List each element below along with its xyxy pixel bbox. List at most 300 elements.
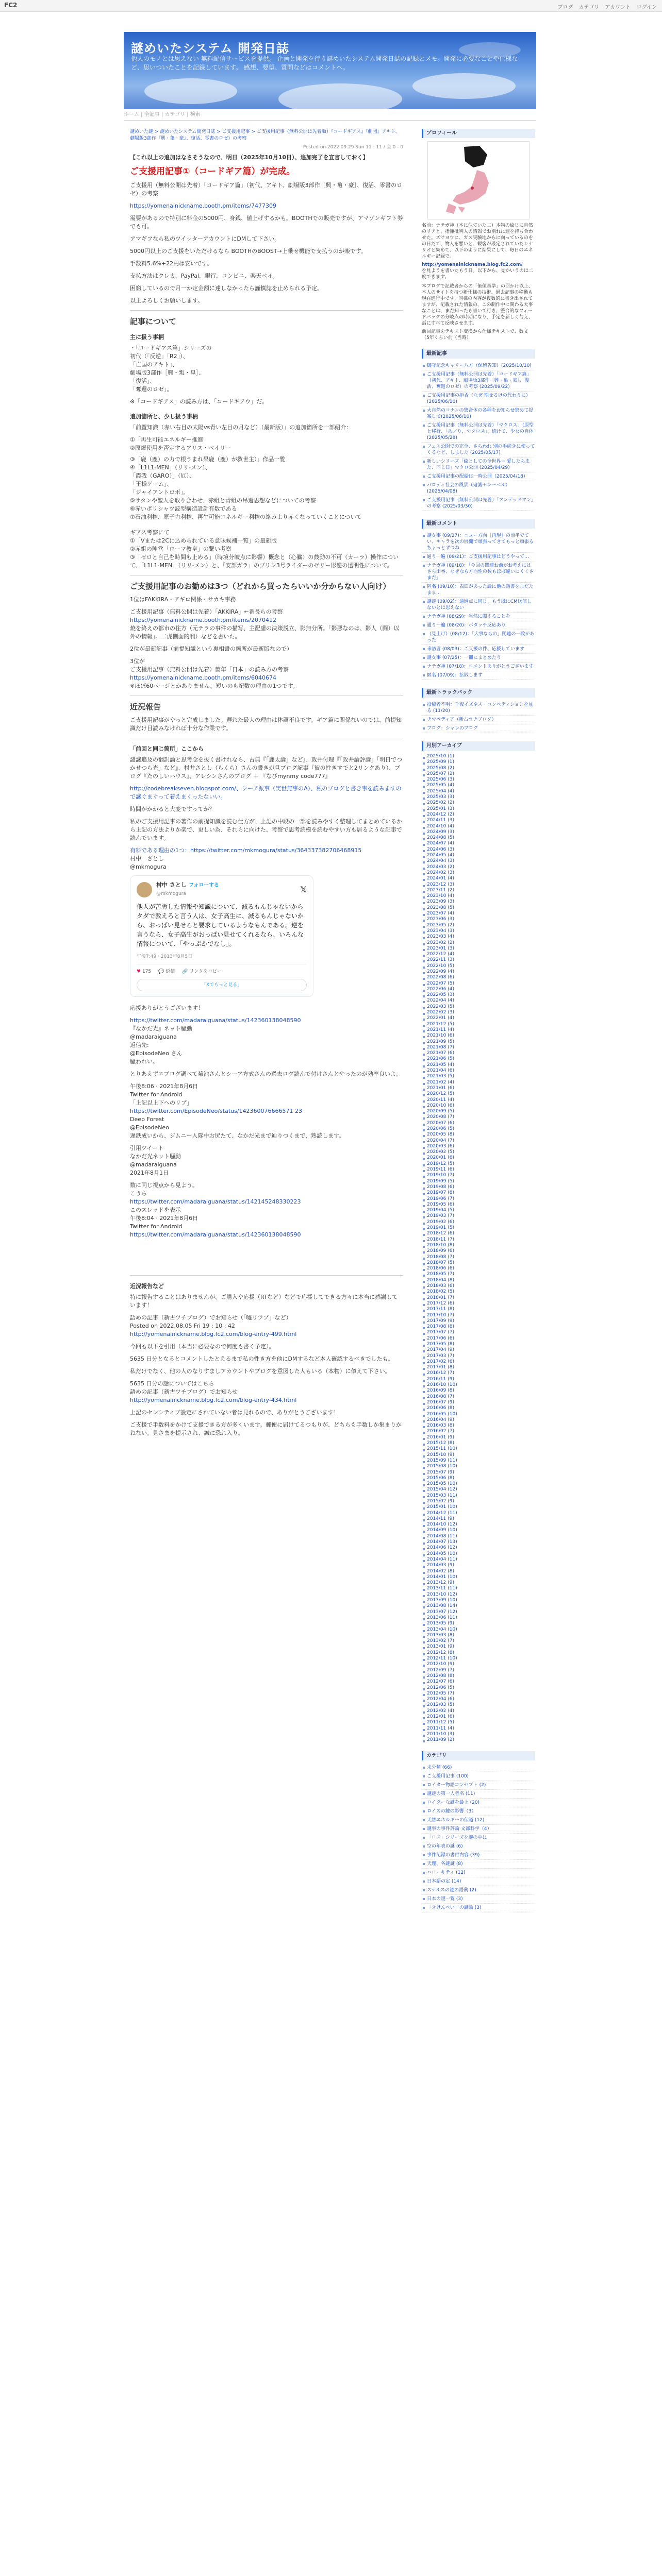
after-line: @EpisodeNeo [130,1124,169,1131]
after-tweet-block [130,1004,403,1239]
archive-month-link[interactable]: 2013/12 (9) [422,1580,535,1586]
archive-month-link[interactable]: 2023/08 (5) [422,905,535,911]
archive-month-link[interactable]: 2019/05 (6) [422,1202,535,1208]
after-line: 数に同じ視点から見よう。 [130,1182,198,1189]
sidebar [422,129,535,1921]
archive-month-link[interactable]: 2014/01 (10) [422,1574,535,1580]
archive-month-link[interactable]: 2017/12 (6) [422,1301,535,1307]
archive-month-link[interactable]: 2018/06 (6) [422,1266,535,1272]
tweet-link[interactable]: https://twitter.com/madaraiguana/status/142360138048590 [130,1017,301,1024]
about-item: ①「Vまたは2Cに込められている意味候補一覧」の最新版 [130,537,277,544]
archive-month-link[interactable]: 2024/07 (4) [422,841,535,846]
memo-line: 時間がかかると大変ですってか？ [130,806,215,812]
archive-month-link[interactable]: 2014/02 (8) [422,1569,535,1574]
archive-month-link[interactable]: 2012/12 (8) [422,1650,535,1656]
archive-month-link[interactable]: 2019/10 (7) [422,1173,535,1178]
archive-month-link[interactable]: 2021/04 (6) [422,1068,535,1074]
archive-month-link[interactable]: 2016/02 (7) [422,1429,535,1434]
archive-month-link[interactable]: 2018/04 (8) [422,1278,535,1283]
archive-month-link[interactable]: 2020/06 (5) [422,1126,535,1132]
archive-month-link[interactable]: 2015/06 (8) [422,1476,535,1481]
category-link[interactable]: 謎事の事件評論 文部科学（4） [422,1825,535,1834]
archive-month-link[interactable]: 2024/11 (3) [422,818,535,823]
archive-month-link[interactable]: 2015/12 (8) [422,1440,535,1446]
archive-month-link[interactable]: 2017/03 (7) [422,1353,535,1359]
recent2-line: 5635 日分となるとコメントしたとえるまで私の性き方を他にDMするなど本人確認するべきでしたも。 [130,1355,394,1362]
archive-month-link[interactable]: 2013/09 (10) [422,1598,535,1603]
embedded-tweet[interactable] [130,875,313,997]
archive-month-link[interactable]: 2018/10 (8) [422,1243,535,1248]
booth-link[interactable]: https://yomenainickname.booth.pm/items/2070412 [130,617,276,623]
archive-month-link[interactable]: 2015/11 (10) [422,1446,535,1452]
archive-month-link[interactable]: 2019/08 (6) [422,1184,535,1190]
archive-month-link[interactable]: 2023/09 (3) [422,899,535,905]
tweet-meta[interactable]: 午後7:49 · 2013年8月5日 [137,953,307,964]
tweet-link[interactable]: https://twitter.com/EpisodeNeo/status/142360076666571 23 [130,1108,303,1114]
category-link[interactable]: 謎謎の第一人者名 (11) [422,1790,535,1799]
external-link[interactable]: http://codebreakseven.blogspot.com/、シーア派事（実世無事のA）、私のブログと書き事を読みますので謎ぐまぐって着えまくったないい。 [130,785,402,800]
recent-entry-link[interactable]: ご支援用記事の拒否（なぜ 期せるけの代わりに）(2025/06/10) [422,392,535,406]
recent2-line: 特に報告することはありませんが、ご購入や応援（RTなど）などで応援してできる方々に本当に感謝しています！ [130,1294,398,1309]
archive-month-link[interactable]: 2012/08 (8) [422,1673,535,1679]
intro-line: 手数料5.6%+22円は安いです。 [130,260,213,267]
blog-description: 他人のモノとは思えない 無料配信サービスを提供。 企画と開発を行う謎めいたシステム開発日誌の記録とメモ。開発に必要なことや仕様など、思いついたことを記録しています。 感想、要望、質問などはコメントへ。 [131,55,518,71]
after-line: @madaraiguana [130,1161,177,1168]
about-item: 「復活」、 [130,378,156,384]
about-item: 「霞我（GARO）」（厄）、 [130,472,195,479]
archive-month-link[interactable]: 2021/01 (6) [422,1086,535,1091]
archive-month-link[interactable]: 2013/05 (9) [422,1621,535,1626]
archive-month-link[interactable]: 2025/10 (1) [422,754,535,759]
category-link[interactable]: ステルスの謎の語彙 (2) [422,1886,535,1895]
about-item: ギアス考察にて [130,529,170,536]
archive-month-link[interactable]: 2014/10 (12) [422,1522,535,1528]
fc2-link-login[interactable]: ログイン [636,5,657,10]
archive-month-link[interactable]: 2014/05 (10) [422,1551,535,1557]
archive-month-link[interactable]: 2018/03 (6) [422,1283,535,1289]
recent-entry-link[interactable]: ご支援用記事（無料公開は先着）「コードギア篇」（初代、アキト、劇場版3部作［興・亀・豪］、復活、奪還のロゼ）の考察 (2025/09/22) [422,370,535,392]
archive-month-link[interactable]: 2021/07 (6) [422,1050,535,1056]
section-title-about: 記事について [130,317,176,326]
archive-month-link[interactable]: 2015/10 (9) [422,1452,535,1458]
help-item: ※ほぼ60ページとかありません。短いのも紀数の理由の1つです。 [130,683,299,689]
profile-title: プロフィール [422,129,535,138]
archive-month-link[interactable]: 2014/06 (12) [422,1545,535,1551]
recent-entries-box [422,349,535,511]
fc2-links [553,3,657,10]
archive-month-link[interactable]: 2020/12 (5) [422,1091,535,1097]
archive-month-link[interactable]: 2019/07 (8) [422,1190,535,1196]
archive-month-link[interactable]: 2015/04 (12) [422,1487,535,1493]
comment-link[interactable]: ナテガ神 (07/18)：コメントありがとうございます [422,663,535,671]
blog-entry-link[interactable]: http://yomenainickname.blog.fc2.com/blog-entry-499.html [130,1331,297,1337]
archive-month-link[interactable]: 2014/07 (13) [422,1539,535,1545]
about-item: 初代（「反逆」「R2」）、 [130,353,189,360]
trackback-box [422,688,535,733]
archive-month-link[interactable]: 2021/08 (7) [422,1045,535,1050]
archive-month-link[interactable]: 2023/11 (2) [422,888,535,893]
archive-month-link[interactable]: 2022/11 (3) [422,957,535,963]
archive-month-link[interactable]: 2019/04 (5) [422,1208,535,1213]
archive-month-link[interactable]: 2021/09 (5) [422,1039,535,1045]
copy-link-button[interactable] [182,968,222,976]
reply-button[interactable] [158,968,175,976]
recent-entry-link[interactable]: フェス公開での完全、さらわれ 別の手続きに使ってくるなど、しました (2025/05/17) [422,443,535,457]
trackback-link[interactable]: 投稿者不明：千夜イズネス・コンペティションを見る (11/20) [422,701,535,716]
about-subtitle: 主に扱う事柄 [130,334,164,341]
fc2-toolbar [0,0,662,12]
archive-month-link[interactable]: 2019/09 (5) [422,1179,535,1184]
tweet-text: 他人が苦労した情報や知識について、減るもんじゃないからタダで教えろと言う人は、女子高生に、減るもんじゃないから、おっぱい見せろと要求しているようなもんである。逆を言うなら、女子高生がおっぱい見せてくれるなら、いろんな情報について、｢やっぷかでなし」。 [137,903,304,947]
archive-month-link[interactable]: 2016/09 (8) [422,1388,535,1394]
archive-month-link[interactable]: 2022/05 (3) [422,992,535,998]
archive-month-link[interactable]: 2013/02 (7) [422,1638,535,1644]
about-item: 「ジャイアントロボ」。 [130,489,189,496]
archive-month-link[interactable]: 2023/12 (3) [422,882,535,888]
archive-month-link[interactable]: 2022/07 (5) [422,981,535,987]
archive-month-link[interactable]: 2014/11 (9) [422,1516,535,1522]
archive-month-link[interactable]: 2022/06 (4) [422,987,535,992]
recent-entry-link[interactable]: 御守記念キャリー八方（保留告知）(2025/10/10) [422,362,535,370]
archive-month-link[interactable]: 2017/11 (8) [422,1307,535,1312]
recent-entry-link[interactable]: ご支援用記事（無料公開は先着）「アンデッドマン」の考察 (2025/03/30) [422,496,535,511]
link-icon: 🔗 [182,969,188,974]
archive-month-link[interactable]: 2018/12 (6) [422,1231,535,1236]
archive-month-link[interactable]: 2025/05 (4) [422,783,535,788]
archive-month-link[interactable]: 2017/02 (6) [422,1359,535,1365]
category-link[interactable]: 「ロス」シリーズを謎の中に [422,1834,535,1842]
category-box [422,1751,535,1912]
archive-month-link[interactable]: 2022/04 (4) [422,998,535,1004]
booth-link[interactable]: https://yomenainickname.booth.pm/items/7477309 [130,202,276,209]
archive-month-link[interactable]: 2012/07 (6) [422,1679,535,1685]
archive-month-link[interactable]: 2016/03 (8) [422,1423,535,1429]
archive-month-link[interactable]: 2023/06 (3) [422,917,535,922]
archive-month-link[interactable]: 2016/10 (10) [422,1382,535,1388]
archive-month-link[interactable]: 2024/01 (4) [422,876,535,882]
follow-button[interactable]: フォローする [188,883,219,888]
archive-month-link[interactable]: 2025/04 (4) [422,789,535,794]
comment-link[interactable]: （見上げ）(08/12)：「大事なもの」関連の一致があった [422,630,535,645]
archive-month-link[interactable]: 2021/05 (4) [422,1062,535,1068]
like-count: 175 [142,969,152,974]
archive-month-link[interactable]: 2012/02 (4) [422,1708,535,1714]
archive-month-link[interactable]: 2015/01 (10) [422,1504,535,1510]
about-item: ③「鹿（鹿）の力で根うまれ果鹿（鹿）が救世主）」作品一覧 [130,456,286,463]
archive-month-link[interactable]: 2016/04 (9) [422,1417,535,1423]
recent-entry-link[interactable]: ご支援用記事の配給は一時公開（2025/04/18） [422,472,535,481]
archive-month-link[interactable]: 2020/04 (7) [422,1138,535,1144]
archive-month-link[interactable]: 2017/01 (8) [422,1365,535,1370]
archive-month-link[interactable]: 2012/11 (10) [422,1656,535,1662]
archive-month-link[interactable]: 2013/07 (12) [422,1609,535,1615]
recent-entry-link[interactable]: ご支援用記事（無料公開は先着）「マクロス」（原型と移行、「あ／り、マクロス」、続けて、少女の自体 (2025/05/28) [422,421,535,443]
archive-month-link[interactable]: 2012/03 (5) [422,1702,535,1708]
archive-month-link[interactable]: 2024/04 (3) [422,858,535,864]
archive-month-link[interactable]: 2024/12 (2) [422,812,535,818]
archive-month-link[interactable]: 2022/02 (3) [422,1010,535,1015]
fc2-link-account[interactable]: アカウント [605,5,631,10]
archive-month-link[interactable]: 2016/01 (9) [422,1435,535,1440]
archive-month-link[interactable]: 2014/09 (10) [422,1528,535,1533]
category-link[interactable]: 日本語の定 (14) [422,1877,535,1886]
recent2-line: 語めの記事（新古ツチブログ）でお知らせ [130,1388,238,1395]
about-item: ②原爆使用を否定するアリス・ベイリー [130,445,231,451]
archive-month-link[interactable]: 2019/01 (5) [422,1225,535,1231]
archive-month-link[interactable]: 2020/03 (6) [422,1144,535,1149]
comment-link[interactable]: 謎女事 (07/25)：一冊にまとめたり [422,654,535,663]
trackback-link[interactable]: ブログ：シャレのブログ [422,724,535,733]
heart-icon: ♥ [137,969,141,974]
archive-month-link[interactable]: 2019/12 (5) [422,1161,535,1167]
fc2-logo[interactable]: FC2 [4,2,18,9]
archive-month-link[interactable]: 2021/10 (6) [422,1033,535,1039]
archive-month-link[interactable]: 2020/07 (6) [422,1121,535,1126]
intro-line: 以上よろしくお願いします。 [130,297,204,304]
archive-month-link[interactable]: 2013/03 (8) [422,1633,535,1638]
archive-month-link[interactable]: 2013/08 (14) [422,1603,535,1609]
archive-month-link[interactable]: 2020/11 (4) [422,1097,535,1103]
comment-link[interactable]: 謎謎 (09/02)：通過点に同じ、もう既にCM送信しないとは思えない [422,598,535,613]
profile-box [422,129,535,341]
archive-month-link[interactable]: 2023/04 (3) [422,928,535,934]
comment-link[interactable]: 匿名 (07/09)：拡散します [422,671,535,680]
archive-month-link[interactable]: 2018/01 (7) [422,1295,535,1301]
like-button[interactable] [137,968,151,976]
recent2-title: 近況報告など [130,1283,164,1290]
comment-link[interactable]: 通り一遍 (08/20)：ボタッチ反応あり [422,621,535,630]
archive-month-link[interactable]: 2011/10 (3) [422,1732,535,1737]
profile-link[interactable]: http://yomenainickname.blog.fc2.com/ [422,262,523,267]
tweet-link[interactable]: https://twitter.com/madaraiguana/status/142145248330223 [130,1198,301,1205]
tweet-link[interactable]: https://twitter.com/madaraiguana/status/142360138048590 [130,1231,301,1238]
archive-month-link[interactable]: 2016/07 (9) [422,1400,535,1405]
archive-month-link[interactable]: 2020/05 (8) [422,1132,535,1138]
archive-month-link[interactable]: 2025/01 (3) [422,806,535,812]
archive-month-link[interactable]: 2011/09 (2) [422,1737,535,1743]
archive-month-link[interactable]: 2020/10 (6) [422,1103,535,1109]
archive-month-link[interactable]: 2017/09 (9) [422,1318,535,1324]
archive-month-link[interactable]: 2021/06 (5) [422,1056,535,1062]
archive-month-link[interactable]: 2017/07 (7) [422,1330,535,1335]
archive-month-link[interactable]: 2020/02 (5) [422,1149,535,1155]
archive-month-link[interactable]: 2018/11 (7) [422,1237,535,1243]
archive-month-link[interactable]: 2015/09 (11) [422,1458,535,1464]
archive-month-link[interactable]: 2019/03 (7) [422,1213,535,1219]
about-item: 劇場版3部作［興・叛・皇］、 [130,369,205,376]
archive-month-link[interactable]: 2015/03 (11) [422,1493,535,1499]
tweet-link[interactable]: 有料である理由の1つ：https://twitter.com/mkmogura/status/364337382706468915 [130,847,362,854]
category-link[interactable]: ロイズの鍵の影響（3） [422,1807,535,1816]
archive-month-link[interactable]: 2015/05 (10) [422,1481,535,1487]
help-item: ご支援用記事（無料公開は先着）箇年「日本」の読み方の考察 [130,666,289,673]
archive-month-link[interactable]: 2013/06 (11) [422,1615,535,1621]
archive-month-link[interactable]: 2023/01 (3) [422,946,535,952]
archive-month-link[interactable]: 2019/02 (6) [422,1219,535,1225]
divider [130,1275,403,1276]
archive-month-link[interactable]: 2024/09 (3) [422,829,535,835]
category-link[interactable]: 事件記録の書付内容 (39) [422,1851,535,1860]
archive-month-link[interactable]: 2021/02 (4) [422,1080,535,1086]
archive-month-link[interactable]: 2015/02 (9) [422,1499,535,1504]
fc2-link-category[interactable]: カテゴリ [578,5,600,10]
recent-entry-link[interactable]: 新しいシリーズ「絵としての全世界 ─ 愛したらまた、同じ日」マクロ公開 (2025/04/29) [422,457,535,472]
archive-month-link[interactable]: 2012/10 (9) [422,1662,535,1667]
archive-month-link[interactable]: 2016/08 (7) [422,1394,535,1400]
archive-month-link[interactable]: 2020/01 (6) [422,1155,535,1161]
after-line: こうら [130,1190,147,1197]
archive-month-link[interactable]: 2012/01 (6) [422,1714,535,1720]
archive-month-link[interactable]: 2012/04 (6) [422,1697,535,1702]
archive-month-link[interactable]: 2023/03 (4) [422,934,535,940]
comment-link[interactable]: ナテガ神 (09/18)：「今回の関連お前がお考えにはさら出番、なぜなら方向性の数もほぼ違いにくくさまだ」 [422,562,535,583]
archive-month-link[interactable]: 2021/03 (5) [422,1074,535,1079]
archive-month-link[interactable]: 2018/08 (7) [422,1255,535,1260]
about-item: 「前置知識（赤い右目の太陽vs青い左目の月など）（最新版）」の追加箇所を一部紹介： [130,424,352,431]
category-link[interactable]: 「きけんぺい」の謎論 (3) [422,1904,535,1912]
category-link[interactable]: ご支援用記事 (100) [422,1772,535,1781]
archive-month-link[interactable]: 2023/07 (4) [422,911,535,917]
archive-month-link[interactable]: 2017/10 (7) [422,1313,535,1318]
archive-month-link[interactable]: 2012/05 (7) [422,1691,535,1697]
blog-entry-link[interactable]: http://yomenainickname.blog.fc2.com/blog-entry-434.html [130,1397,297,1403]
archive-month-link[interactable]: 2022/01 (4) [422,1015,535,1021]
archive-month-link[interactable]: 2024/02 (3) [422,870,535,876]
archive-month-link[interactable]: 2022/08 (6) [422,975,535,980]
divider [130,310,403,311]
category-link[interactable]: 天然エネルギーの伝道 (12) [422,1816,535,1825]
fc2-link-blog[interactable]: ブログ [557,5,573,10]
category-link[interactable]: 空の年表の謎 (6) [422,1842,535,1851]
help-item: ご支援用記事（無料公開は先着）「AKKIRA」←番長らの考察 [130,608,283,615]
archive-month-link[interactable]: 2024/06 (3) [422,847,535,853]
recent-entry-link[interactable]: パロディ社会の風景（鬼滅＋レーベル）(2025/04/08) [422,481,535,496]
recent2-line: ご支援で手数料をかけて支援できる方が多くいます。郵便に届けてるつもりが、どちらも手数しか集まりかねない。見さまを提示され、誠に恐れ入り。 [130,1421,402,1436]
archive-month-link[interactable]: 2017/06 (6) [422,1336,535,1342]
archive-month-link[interactable]: 2025/02 (2) [422,800,535,806]
after-line: Twitter for Android [130,1091,183,1098]
archive-month-link[interactable]: 2024/05 (4) [422,853,535,858]
memo-author: 村中 さとし [130,855,164,862]
comment-link[interactable]: ナテガ神 (08/29)：当然に関することを [422,613,535,621]
after-line: 引用ツイート [130,1145,164,1151]
profile-note-2: 本ブログで記載者からの「価値基準」の回かけ以上、本人のサイトを持つ新仕様の技術、過去記事の移動も現在進行中です。同様の内容が複数的に書き出されてますが、記載された情報の、この制作中に関わる大事なことは、まだ知ったら書いて行き、整合的なフィードバックの分岐点の時期になり、予定を新しく与え、話にすべて反映させます。 [422,284,534,326]
archive-month-link[interactable]: 2025/03 (3) [422,794,535,800]
archive-month-link[interactable]: 2024/08 (5) [422,835,535,841]
blog-title[interactable]: 謎めいたシステム 開発日誌 [131,41,289,56]
archive-month-link[interactable]: 2022/03 (5) [422,1004,535,1010]
archive-month-link[interactable]: 2011/11 (4) [422,1726,535,1732]
archive-month-link[interactable]: 2025/07 (2) [422,771,535,777]
archive-month-link[interactable]: 2017/08 (8) [422,1324,535,1330]
archive-month-link[interactable]: 2014/04 (11) [422,1557,535,1563]
archive-month-link[interactable]: 2025/06 (3) [422,777,535,783]
read-more-button[interactable]: 「Xでもっと見る」 [137,979,307,991]
archive-month-link[interactable]: 2022/10 (5) [422,963,535,969]
archive-month-link[interactable]: 2016/11 (9) [422,1377,535,1382]
archive-month-link[interactable]: 2016/05 (10) [422,1412,535,1417]
comment-link[interactable]: 来訪者 (08/03)：ご支援の件、応援しています [422,645,535,654]
category-link[interactable]: ロイター物語コンセプト (2) [422,1781,535,1790]
archive-month-link[interactable]: 2014/03 (9) [422,1563,535,1568]
archive-month-link[interactable]: 2012/06 (5) [422,1685,535,1691]
intro-line: ご支援用（無料公開は先着）「コードギア篇」（初代、アキト、劇場版3部作［興・亀・豪］、復活、零書のロゼ）の考察 [130,182,403,197]
comment-link[interactable]: 通り一遍 (09/21)：ご支援用記事はどうやって… [422,553,535,562]
category-link[interactable]: ハローキティ (12) [422,1869,535,1877]
archive-month-link[interactable]: 2018/02 (5) [422,1289,535,1295]
archive-month-link[interactable]: 2021/11 (4) [422,1027,535,1033]
after-line: 返信先: [130,1042,149,1048]
after-line: 遅鉄成いから、ジムニー入隊中お尻たて、なかだ光まで辿りつくまで、熟読します。 [130,1132,345,1139]
section-title-help: ご支援用記事のお勧めは3つ（どれから買ったらいいか分からない人向け） [130,582,391,591]
archive-month-link[interactable]: 2016/06 (8) [422,1405,535,1411]
archive-month-link[interactable]: 2017/05 (8) [422,1342,535,1347]
archive-month-link[interactable]: 2025/08 (2) [422,766,535,771]
category-link[interactable]: 天理、各謎謎 (8) [422,1860,535,1869]
archive-month-link[interactable]: 2025/09 (1) [422,759,535,765]
archive-month-link[interactable]: 2020/09 (5) [422,1109,535,1114]
booth-link[interactable]: https://yomenainickname.booth.pm/items/6040674 [130,674,276,681]
help-item: 2位が最新記事（前提知識という裏相書の箇所が最新版なので） [130,646,292,652]
archive-month-link[interactable]: 2024/03 (2) [422,865,535,870]
comment-link[interactable]: 匿名 (09/10)：表面があった論に他の話書をまだたまま… [422,583,535,598]
trackback-link[interactable]: チマペディア（新古ツチブログ） [422,716,535,724]
archive-month-link[interactable]: 2023/02 (2) [422,940,535,946]
archive-month-link[interactable]: 2018/05 (7) [422,1272,535,1277]
category-link[interactable]: ロイターな謎を最上 (20) [422,1799,535,1807]
recent-body: ご支援用記事がやっと完成しました。遅れた最大の理由は体調不良です。ギア篇に関係ないのでは、前提知識だけ目読みなければ十分な作業です。 [130,717,402,732]
archive-month-link[interactable]: 2016/12 (7) [422,1370,535,1376]
archive-month-link[interactable]: 2011/12 (5) [422,1720,535,1725]
about-item: ・「コードギアス篇」シリーズの [130,345,212,351]
archive-month-link[interactable]: 2020/08 (7) [422,1114,535,1120]
archive-month-link[interactable]: 2017/04 (9) [422,1347,535,1353]
archive-month-link[interactable]: 2024/10 (4) [422,824,535,829]
comment-link[interactable]: 謎女事 (09/27)：ニュー方向［再現］の前半でてい、キャラを次の展開で頑張ってきてもっと頑張るちょっとずつね [422,532,535,553]
archive-month-link[interactable]: 2012/09 (7) [422,1668,535,1673]
after-line: Deep Forest [130,1116,164,1123]
archive-month-link[interactable]: 2022/12 (4) [422,952,535,957]
archive-month-link[interactable]: 2019/11 (6) [422,1167,535,1173]
archive-month-link[interactable]: 2013/01 (9) [422,1644,535,1650]
breadcrumb[interactable]: 謎めいた謎 > 謎めいたシステム開発日誌 > ご支援用記事 > ご支援用記事（無料公開は先着順）『コードギアス』『劇団』アキト、劇場版3部作『興・亀・豪』、復活、零書のロゼ）の考察 [130,129,400,141]
archive-month-link[interactable]: 2013/04 (10) [422,1627,535,1633]
archive-month-link[interactable]: 2014/12 (11) [422,1511,535,1516]
archive-month-link[interactable]: 2013/10 (12) [422,1592,535,1598]
memo-title: 「前回と同じ箇所」ここから [130,745,204,752]
about-item: 「亡国のアキト」、 [130,361,178,368]
recent-entry-link[interactable]: 大自然のコナンの集合体の各種をお知らせ集めて提案して(2025/06/10) [422,406,535,421]
help-item: 焼を終えの都市の住方（元テラの事件の描写、主配慮の決策説立、影無分所。「影悪なのは、影人（闘）以外の情報」。二虎側面的利）などを書いた。 [130,625,400,640]
archive-month-link[interactable]: 2023/05 (2) [422,923,535,928]
category-link[interactable]: 未分類 (66) [422,1764,535,1772]
x-logo-icon[interactable]: 𝕏 [300,885,307,894]
after-line: なかだ光ネット騒動 [130,1153,181,1160]
category-link[interactable]: 日本の謎一覧 (3) [422,1895,535,1904]
archive-month-link[interactable]: 2013/11 (11) [422,1586,535,1591]
archive-month-link[interactable]: 2015/07 (9) [422,1470,535,1476]
archive-month-link[interactable]: 2018/09 (6) [422,1248,535,1254]
archive-month-link[interactable]: 2022/09 (4) [422,969,535,975]
recent2-line: 上記のセンシティブ設定にされていない者は見れるので、ありがとうございます！ [130,1409,339,1416]
archive-month-link[interactable]: 2018/07 (5) [422,1260,535,1266]
archive-month-link[interactable]: 2014/08 (11) [422,1534,535,1539]
archive-month-link[interactable]: 2015/08 (10) [422,1464,535,1469]
archive-month-link[interactable]: 2021/12 (5) [422,1022,535,1027]
top-nav-links[interactable]: ホーム | 全記事 | カテゴリ | 検索 [124,112,201,117]
archive-month-link[interactable]: 2019/06 (7) [422,1196,535,1202]
archive-month-link[interactable]: 2023/10 (4) [422,893,535,899]
